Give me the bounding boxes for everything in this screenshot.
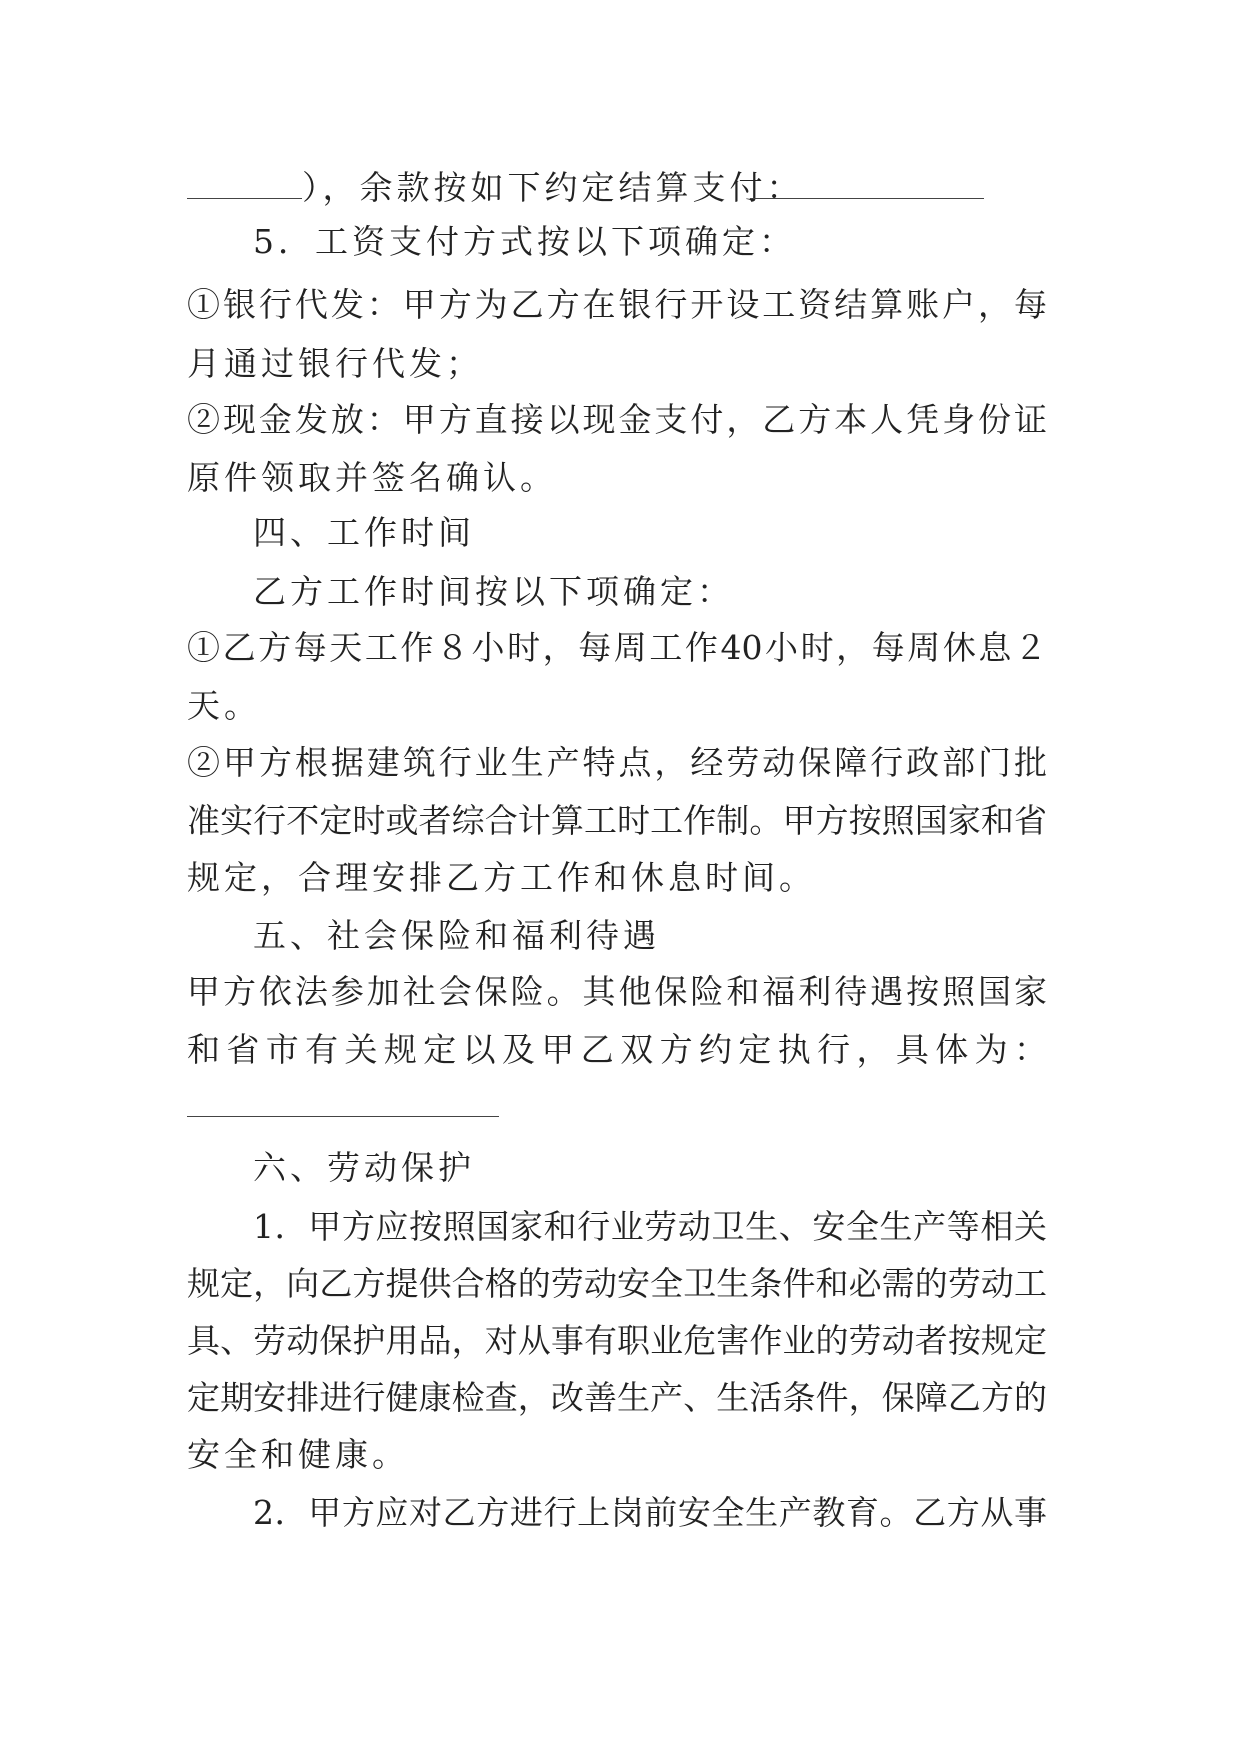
text-line: 5．工资支付方式按以下项确定： [253, 222, 796, 261]
text-line: ），余款按如下约定结算支付： [302, 168, 804, 207]
text-line: ②现金发放：甲方直接以现金支付，乙方本人凭身份证 [187, 400, 1047, 439]
blank-line-payment-amount [187, 198, 302, 199]
section-heading-social-insurance: 五、社会保险和福利待遇 [253, 916, 660, 955]
text-line: ②甲方根据建筑行业生产特点，经劳动保障行政部门批 [187, 743, 1047, 782]
text-line: 和省市有关规定以及甲乙双方约定执行，具体为： [187, 1030, 1047, 1069]
text-line: 原件领取并签名确认。 [187, 458, 557, 497]
text-line: ①乙方每天工作８小时，每周工作40小时，每周休息２ [187, 628, 1047, 667]
text-line: 1．甲方应按照国家和行业劳动卫生、安全生产等相关 [253, 1207, 1047, 1246]
text-line: 2．甲方应对乙方进行上岗前安全生产教育。乙方从事 [253, 1493, 1047, 1532]
text-line: 安全和健康。 [187, 1435, 409, 1474]
text-line: 准实行不定时或者综合计算工时工作制。甲方按照国家和省 [187, 801, 1047, 840]
text-line: 乙方工作时间按以下项确定： [253, 572, 734, 611]
text-line: 甲方依法参加社会保险。其他保险和福利待遇按照国家 [187, 972, 1047, 1011]
blank-line-settlement-terms [750, 198, 984, 199]
text-line: 天。 [187, 686, 261, 725]
text-line: 具、劳动保护用品，对从事有职业危害作业的劳动者按规定 [187, 1321, 1047, 1360]
text-line: 规定，合理安排乙方工作和休息时间。 [187, 858, 816, 897]
section-heading-work-time: 四、工作时间 [253, 513, 475, 552]
blank-line-benefits [187, 1116, 499, 1117]
text-line: 规定，向乙方提供合格的劳动安全卫生条件和必需的劳动工 [187, 1264, 1047, 1303]
text-line: 月通过银行代发； [187, 344, 483, 383]
text-line: 定期安排进行健康检查，改善生产、生活条件，保障乙方的 [187, 1378, 1047, 1417]
section-heading-labor-protection: 六、劳动保护 [253, 1148, 475, 1187]
text-line: ①银行代发：甲方为乙方在银行开设工资结算账户，每 [187, 285, 1047, 324]
